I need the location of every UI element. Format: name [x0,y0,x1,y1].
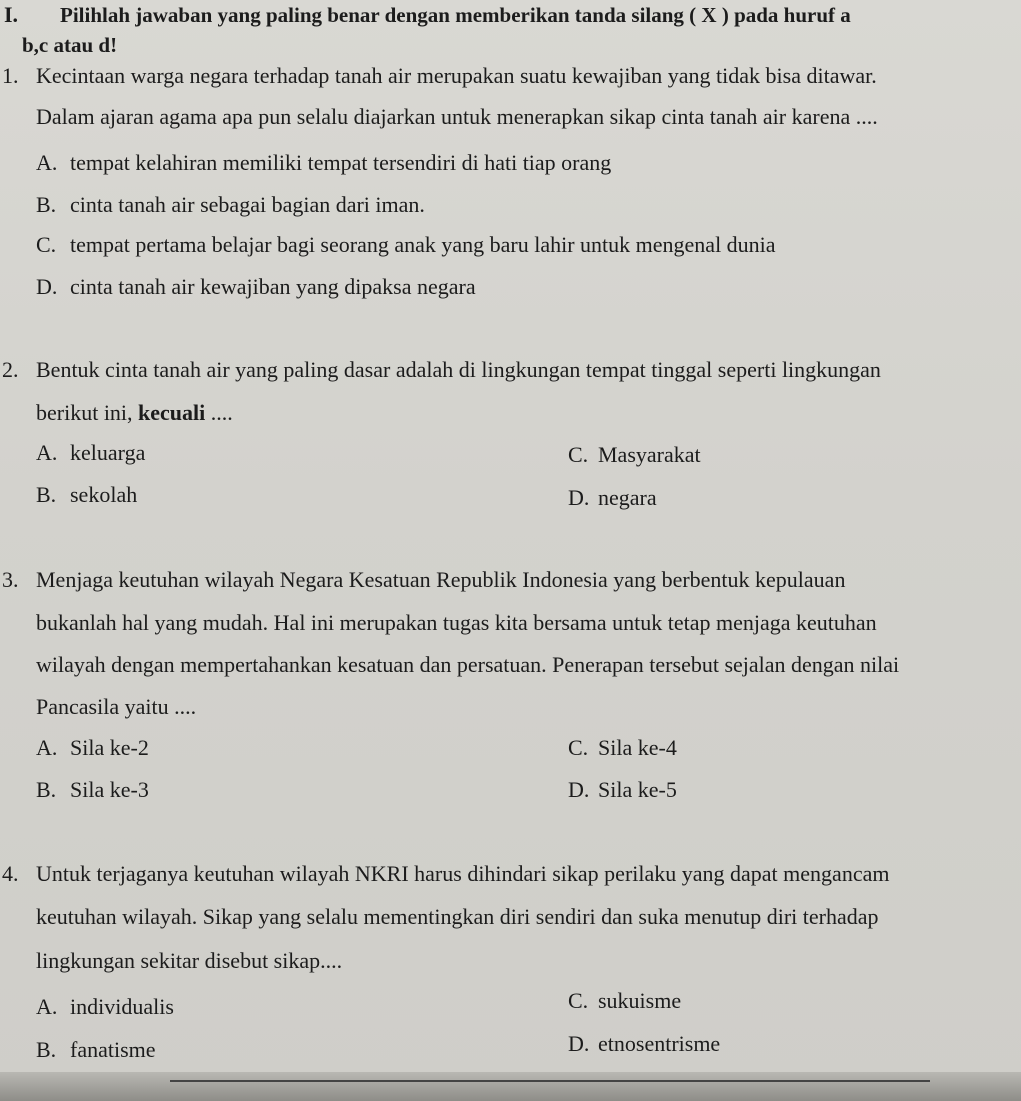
q1-option-c-letter[interactable]: C. [36,232,57,257]
question-2-text-emphasis: kecuali [138,400,206,425]
q2-option-c-letter[interactable]: C. [568,442,589,467]
question-3-number: 3. [2,567,19,592]
q1-option-a-letter[interactable]: A. [36,150,58,175]
instruction-line-2: b,c atau d! [22,33,118,57]
q3-option-d-letter[interactable]: D. [568,777,590,802]
question-3-text-line-3: wilayah dengan mempertahankan kesatuan dan persatuan. Penerapan tersebut sejalan dengan nilai [36,652,900,677]
q4-option-d-letter[interactable]: D. [568,1031,590,1056]
question-3-text-line-2: bukanlah hal yang mudah. Hal ini merupakan tugas kita bersama untuk tetap menjaga keutuhan [36,610,877,635]
question-1-number: 1. [2,63,19,88]
question-4-text-line-3: lingkungan sekitar disebut sikap.... [36,948,343,973]
question-2-text-line-2 [36,400,233,426]
q3-option-b-text: Sila ke-3 [70,777,149,802]
instruction-line-1: Pilihlah jawaban yang paling benar dengan memberikan tanda silang ( X ) pada huruf a [60,3,851,27]
q4-option-a-letter[interactable]: A. [36,994,58,1019]
q2-option-b-text: sekolah [70,482,138,507]
q3-option-a-letter[interactable]: A. [36,735,58,760]
bottom-page-edge [0,1072,1021,1101]
q3-option-c-text: Sila ke-4 [598,735,677,760]
question-1-text-line-2: Dalam ajaran agama apa pun selalu diajarkan untuk menerapkan sikap cinta tanah air karena .... [36,104,878,129]
q4-option-d-text: etnosentrisme [598,1031,721,1056]
q4-option-a-text: individualis [70,994,174,1019]
q1-option-b-text: cinta tanah air sebagai bagian dari iman. [70,192,425,217]
q2-option-a-letter[interactable]: A. [36,440,58,465]
question-3-text-line-4: Pancasila yaitu .... [36,694,197,719]
question-2-text-line-1: Bentuk cinta tanah air yang paling dasar adalah di lingkungan tempat tinggal seperti lingkungan [36,357,881,382]
q1-option-b-letter[interactable]: B. [36,192,57,217]
q2-option-c-text: Masyarakat [598,442,701,467]
instruction-roman: I. [4,2,19,27]
bottom-divider [170,1080,930,1082]
question-2-text-prefix: berikut ini, [36,400,133,425]
question-4-text-line-2: keutuhan wilayah. Sikap yang selalu mementingkan diri sendiri dan suka menutup diri terhadap [36,904,879,929]
question-3-text-line-1: Menjaga keutuhan wilayah Negara Kesatuan Republik Indonesia yang berbentuk kepulauan [36,567,846,592]
question-4-number: 4. [2,861,19,886]
q3-option-a-text: Sila ke-2 [70,735,149,760]
question-1-text-line-1: Kecintaan warga negara terhadap tanah air merupakan suatu kewajiban yang tidak bisa ditawar. [36,63,877,88]
q4-option-b-letter[interactable]: B. [36,1037,57,1062]
q1-option-d-letter[interactable]: D. [36,274,58,299]
q3-option-c-letter[interactable]: C. [568,735,589,760]
q4-option-c-text: sukuisme [598,988,682,1013]
q3-option-b-letter[interactable]: B. [36,777,57,802]
question-2-number: 2. [2,357,19,382]
q2-option-d-letter[interactable]: D. [568,485,590,510]
q4-option-c-letter[interactable]: C. [568,988,589,1013]
q1-option-a-text: tempat kelahiran memiliki tempat tersendiri di hati tiap orang [70,150,612,175]
q2-option-d-text: negara [598,485,657,510]
q3-option-d-text: Sila ke-5 [598,777,677,802]
question-2-text-suffix: .... [210,400,233,425]
q1-option-c-text: tempat pertama belajar bagi seorang anak yang baru lahir untuk mengenal dunia [70,232,776,257]
q2-option-b-letter[interactable]: B. [36,482,57,507]
q4-option-b-text: fanatisme [70,1037,156,1062]
question-4-text-line-1: Untuk terjaganya keutuhan wilayah NKRI harus dihindari sikap perilaku yang dapat mengancam [36,861,890,886]
q1-option-d-text: cinta tanah air kewajiban yang dipaksa negara [70,274,476,299]
q2-option-a-text: keluarga [70,440,146,465]
